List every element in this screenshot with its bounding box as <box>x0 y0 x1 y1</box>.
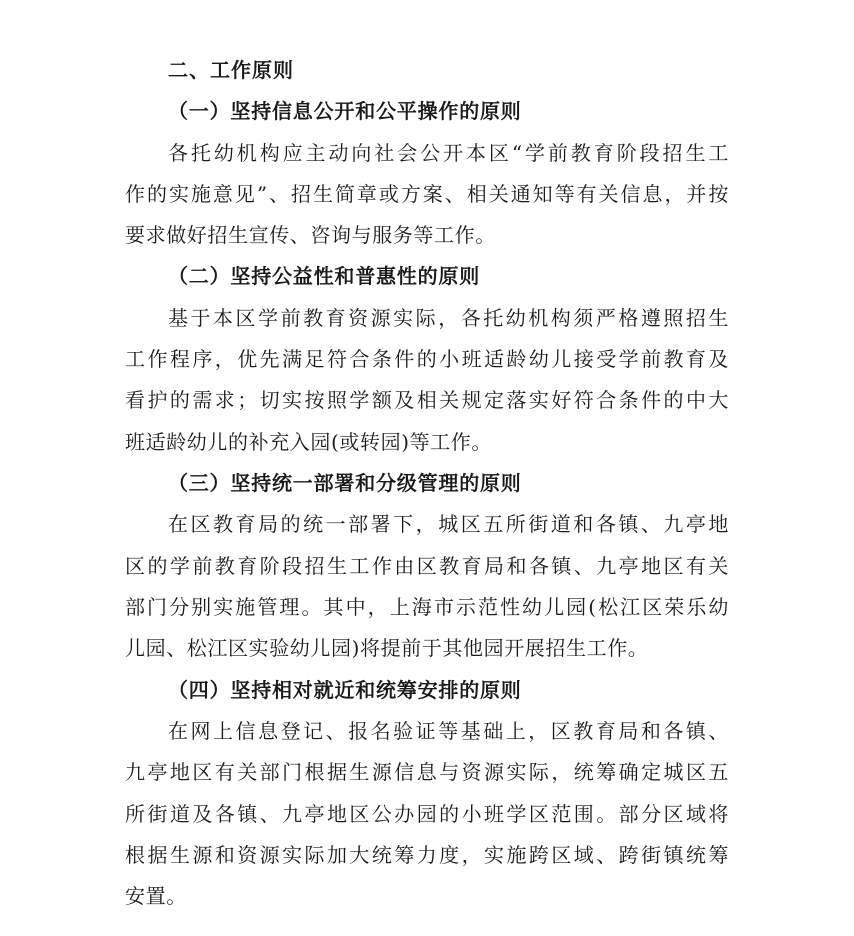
section-title: 二、工作原则 <box>168 58 294 82</box>
principle-4-line-3: 所街道及各镇、九亭地区公办园的小班学区范围。部分区域将 <box>125 802 729 826</box>
principle-3-line-2: 区的学前教育阶段招生工作由区教育局和各镇、九亭地区有关 <box>125 554 729 578</box>
principle-1-line-2: 作的实施意见”、招生简章或方案、相关通知等有关信息，并按 <box>125 182 729 206</box>
principle-3-title: （三）坚持统一部署和分级管理的原则 <box>168 471 522 495</box>
principle-3-line-1: 在区教育局的统一部署下，城区五所街道和各镇、九亭地 <box>168 512 729 536</box>
principle-1-title: （一）坚持信息公开和公平操作的原则 <box>168 99 522 123</box>
principle-4-title: （四）坚持相对就近和统筹安排的原则 <box>168 678 522 702</box>
principle-2-title: （二）坚持公益性和普惠性的原则 <box>168 264 480 288</box>
principle-3-line-4: 儿园、松江区实验幼儿园)将提前于其他园开展招生工作。 <box>125 636 649 660</box>
principle-4-line-4: 根据生源和资源实际加大统筹力度，实施跨区域、跨街镇统筹 <box>125 843 729 867</box>
principle-4-line-2: 九亭地区有关部门根据生源信息与资源实际，统筹确定城区五 <box>125 760 729 784</box>
principle-2-line-2: 工作程序，优先满足符合条件的小班适龄幼儿接受学前教育及 <box>125 347 729 371</box>
principle-4-line-1: 在网上信息登记、报名验证等基础上，区教育局和各镇、 <box>168 719 729 743</box>
principle-2-line-4: 班适龄幼儿的补充入园(或转园)等工作。 <box>125 430 493 454</box>
principle-3-line-3: 部门分别实施管理。其中，上海市示范性幼儿园(松江区荣乐幼 <box>125 595 729 619</box>
principle-1-line-1: 各托幼机构应主动向社会公开本区“学前教育阶段招生工 <box>168 141 729 165</box>
principle-1-line-3: 要求做好招生宣传、咨询与服务等工作。 <box>125 223 496 247</box>
principle-4-line-5: 安置。 <box>125 884 187 908</box>
principle-2-line-3: 看护的需求；切实按照学额及相关规定落实好符合条件的中大 <box>125 388 729 412</box>
principle-2-line-1: 基于本区学前教育资源实际，各托幼机构须严格遵照招生 <box>168 306 729 330</box>
